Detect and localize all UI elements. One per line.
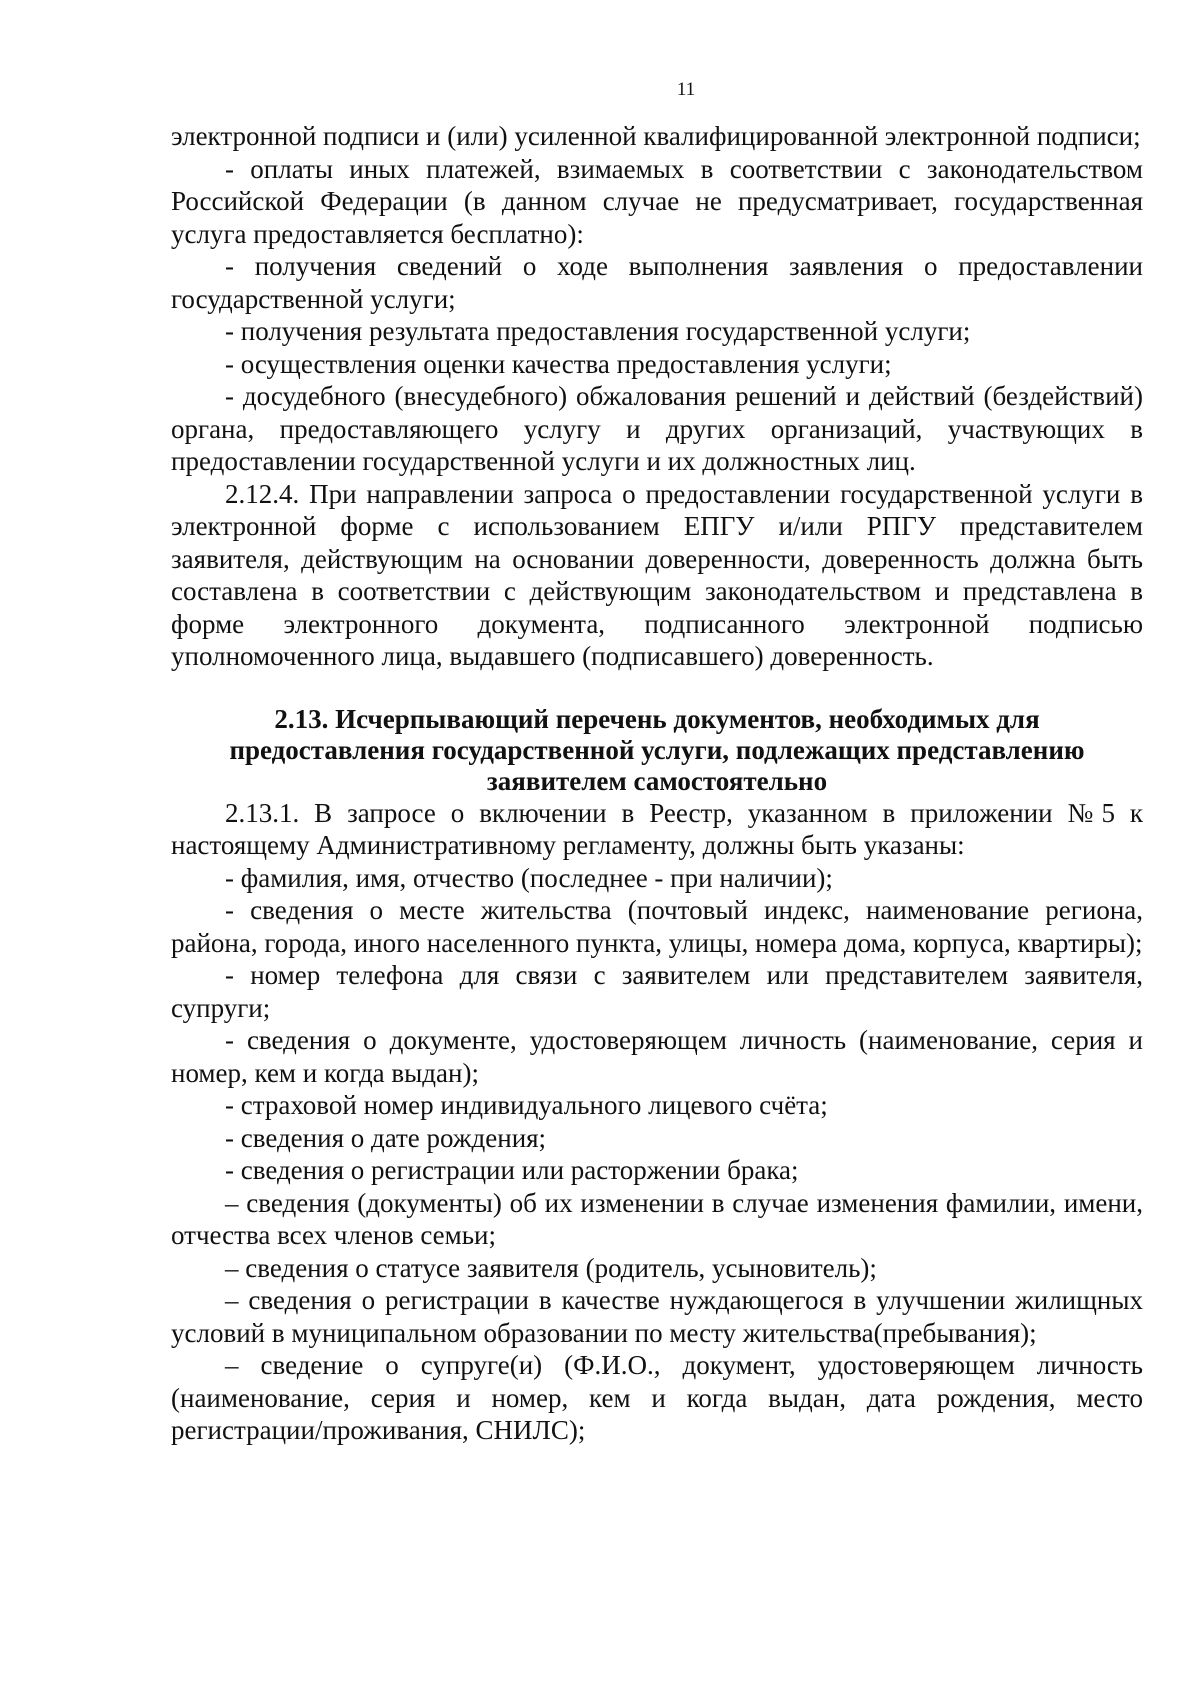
list-item-pretrial-appeal: - досудебного (внесудебного) обжалования решений и действий (бездействий) органа, предоставляющего услугу и других организаций, участвующих в предоставлении государственной услуги и их должностных лиц. bbox=[171, 381, 1143, 476]
page-number: 11 bbox=[676, 79, 696, 100]
document-body bbox=[171, 120, 1143, 1447]
list-item-housing-registration: – сведения о регистрации в качестве нуждающегося в улучшении жилищных условий в муниципальном образовании по месту жительства(пребывания); bbox=[171, 1285, 1143, 1348]
list-item-service-result: - получения результата предоставления государственной услуги; bbox=[225, 316, 971, 346]
list-item-residence: - сведения о месте жительства (почтовый индекс, наименование региона, района, города, иного населенного пункта, улицы, номера дома, корпуса, квартиры); bbox=[171, 895, 1143, 958]
list-item-other-payments: - оплаты иных платежей, взимаемых в соответствии с законодательством Российской Федерации (в данном случае не предусматривает, государственная услуга предоставляется бесплатно): bbox=[171, 153, 1143, 249]
list-item-identity-document: - сведения о документе, удостоверяющем личность (наименование, серия и номер, кем и когда выдан); bbox=[171, 1025, 1143, 1088]
paragraph-2-12-4: 2.12.4. При направлении запроса о предоставлении государственной услуги в электронной форме с использованием ЕПГУ и/или РПГУ представителем заявителя, действующим на основании доверенности, доверенность должна быть составлена в соответствии с действующим законодательством и представлена в форме электронного документа, подписанного электронной подписью уполномоченного лица, выдавшего (подписавшего) доверенность. bbox=[171, 478, 1143, 671]
section-heading-2-13 bbox=[171, 704, 1143, 797]
list-item-birth-date: - сведения о дате рождения; bbox=[225, 1122, 547, 1153]
heading-line: заявителем самостоятельно bbox=[486, 765, 828, 796]
list-item-marriage: - сведения о регистрации или расторжении брака; bbox=[225, 1155, 799, 1185]
heading-line: предоставления государственной услуги, подлежащих представлению bbox=[229, 734, 1085, 765]
heading-line: 2.13. Исчерпывающий перечень документов, необходимых для bbox=[274, 703, 1040, 734]
list-item-phone: - номер телефона для связи с заявителем или представителем заявителя, супруги; bbox=[171, 960, 1143, 1023]
paragraph-2-13-1: 2.13.1. В запросе о включении в Реестр, указанном в приложении №5 к настоящему Административному регламенту, должны быть указаны: bbox=[171, 797, 1143, 860]
list-item-name-changes: – сведения (документы) об их изменении в случае изменения фамилии, имени, отчества всех членов семьи; bbox=[171, 1187, 1143, 1250]
list-item-quality-assessment: - осуществления оценки качества предоставления услуги; bbox=[225, 348, 892, 379]
list-item-snils: - страховой номер индивидуального лицевого счёта; bbox=[225, 1090, 828, 1120]
paragraph-signature-continuation: электронной подписи и (или) усиленной квалифицированной электронной подписи; bbox=[171, 121, 1141, 151]
list-item-spouse-info: – сведение о супруге(и) (Ф.И.О., документ, удостоверяющем личность (наименование, серия и номер, кем и когда выдан, дата рождения, место регистрации/проживания, СНИЛС); bbox=[171, 1350, 1143, 1445]
list-item-progress-info: - получения сведений о ходе выполнения заявления о предоставлении государственной услуги; bbox=[171, 251, 1143, 314]
list-item-applicant-status: – сведения о статусе заявителя (родитель, усыновитель); bbox=[225, 1252, 877, 1283]
list-item-full-name: - фамилия, имя, отчество (последнее - при наличии); bbox=[225, 862, 833, 893]
